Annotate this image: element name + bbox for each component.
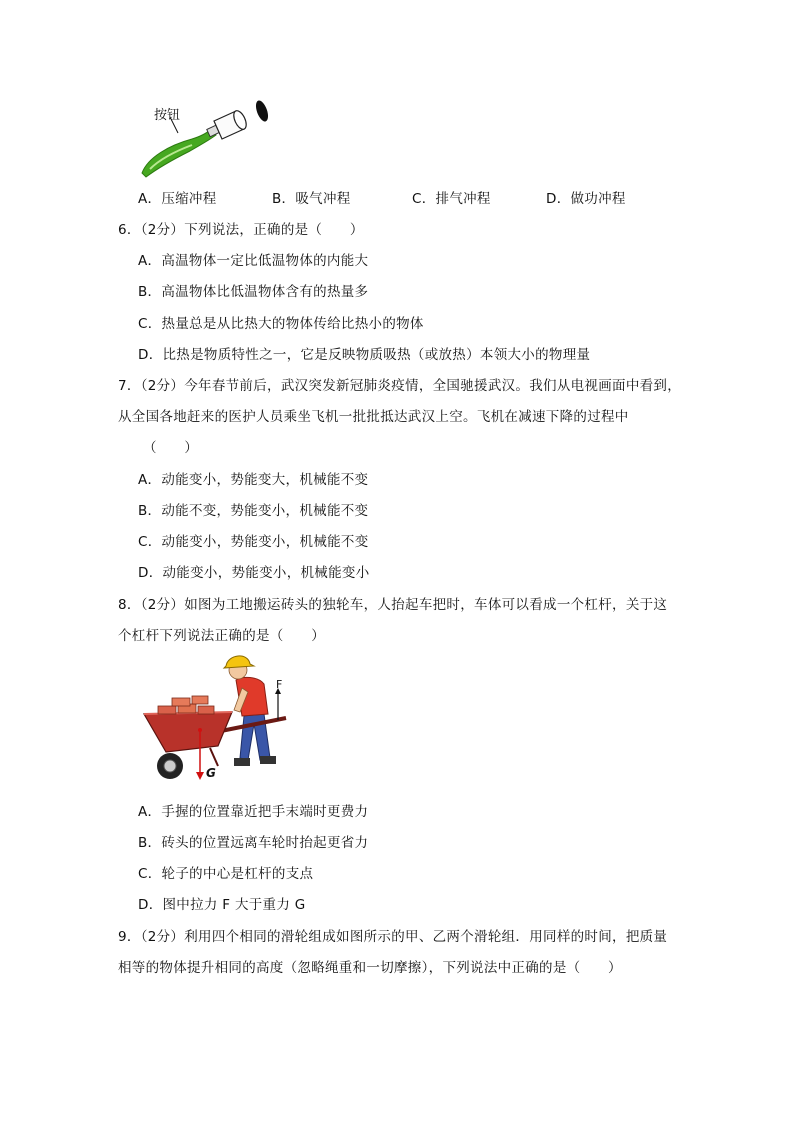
gravity-label: G bbox=[206, 766, 216, 780]
worker-boot-right bbox=[260, 756, 276, 764]
brick-1 bbox=[158, 706, 176, 714]
wheelbarrow-figure bbox=[138, 648, 298, 788]
brick-5 bbox=[192, 696, 208, 704]
barrow-wheel-hub bbox=[164, 760, 176, 772]
q6-stem: 6．（2分）下列说法，正确的是（ ） bbox=[118, 222, 364, 238]
q5-option-b[interactable]: B．吸气冲程 bbox=[272, 191, 351, 207]
force-label: F bbox=[276, 678, 283, 691]
q7-option-a[interactable]: A．动能变小，势能变大，机械能不变 bbox=[138, 472, 369, 488]
worker-hat bbox=[224, 656, 254, 668]
q7-option-d[interactable]: D．动能变小，势能变小，机械能变小 bbox=[138, 565, 370, 581]
q5-option-a[interactable]: A．压缩冲程 bbox=[138, 191, 217, 207]
cork-plug bbox=[254, 99, 271, 123]
q6-option-a[interactable]: A．高温物体一定比低温物体的内能大 bbox=[138, 253, 369, 269]
gravity-arrowhead bbox=[196, 772, 204, 780]
brick-4 bbox=[172, 698, 190, 706]
center-of-gravity-dot bbox=[198, 728, 202, 732]
brick-3 bbox=[198, 706, 214, 714]
button-label: 按钮 bbox=[154, 108, 181, 123]
q7-stem-line-1: 7．（2分）今年春节前后，武汉突发新冠肺炎疫情，全国驰援武汉。我们从电视画面中看到， bbox=[118, 378, 682, 394]
q7-option-b[interactable]: B．动能不变，势能变小，机械能不变 bbox=[138, 503, 369, 519]
igniter-handle bbox=[142, 129, 216, 177]
q5-option-d[interactable]: D．做功冲程 bbox=[546, 191, 626, 207]
igniter-figure bbox=[130, 95, 280, 185]
worker-boot-left bbox=[234, 758, 250, 766]
q6-option-c[interactable]: C．热量总是从比热大的物体传给比热小的物体 bbox=[138, 316, 424, 332]
q8-stem-line-2: 个杠杆下列说法正确的是（ ） bbox=[118, 628, 325, 644]
q7-option-c[interactable]: C．动能变小，势能变小，机械能不变 bbox=[138, 534, 369, 550]
q9-stem-line-1: 9．（2分）利用四个相同的滑轮组成如图所示的甲、乙两个滑轮组．用同样的时间，把质量 bbox=[118, 929, 668, 945]
q9-stem-line-2: 相等的物体提升相同的高度（忽略绳重和一切摩擦），下列说法中正确的是（ ） bbox=[118, 960, 622, 976]
q8-stem-line-1: 8．（2分）如图为工地搬运砖头的独轮车，人抬起车把时，车体可以看成一个杠杆，关于这 bbox=[118, 597, 668, 613]
q6-option-b[interactable]: B．高温物体比低温物体含有的热量多 bbox=[138, 284, 369, 300]
barrow-leg bbox=[210, 748, 218, 766]
q7-stem-line-2: 从全国各地赶来的医护人员乘坐飞机一批批抵达武汉上空。飞机在减速下降的过程中 bbox=[118, 409, 629, 425]
q8-option-d[interactable]: D．图中拉力 F 大于重力 G bbox=[138, 897, 306, 913]
barrow-tray bbox=[144, 712, 232, 752]
q7-stem-line-3: （ ） bbox=[143, 440, 199, 456]
q8-option-b[interactable]: B．砖头的位置远离车轮时抬起更省力 bbox=[138, 835, 369, 851]
q5-option-c[interactable]: C．排气冲程 bbox=[412, 191, 491, 207]
q8-option-c[interactable]: C．轮子的中心是杠杆的支点 bbox=[138, 866, 314, 882]
q8-option-a[interactable]: A．手握的位置靠近把手末端时更费力 bbox=[138, 804, 369, 820]
q6-option-d[interactable]: D．比热是物质特性之一，它是反映物质吸热（或放热）本领大小的物理量 bbox=[138, 347, 591, 363]
